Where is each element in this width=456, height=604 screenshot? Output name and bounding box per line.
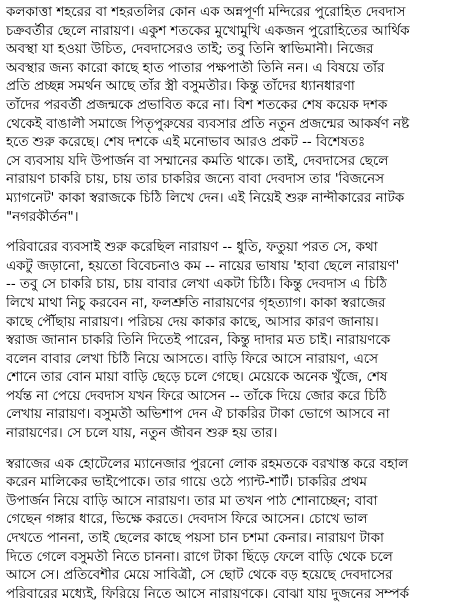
text-line: গেছেন গঙ্গার ধারে, ভিক্ষে করতে। দেবদাস ফিরে আসেন। চোখে ভাল xyxy=(6,512,368,528)
paragraph-2 xyxy=(6,239,454,444)
text-line: প্রতি প্রচ্ছন্ন সমর্থন আছে তাঁর স্ত্রী বসুমতীর। কিন্তু তাঁদের ধ্যানধারণা xyxy=(6,79,355,95)
text-line: থেকেই বাঙালী সমাজে পিতৃপুরুষের ব্যবসার প্রতি নতুন প্রজন্মের আকর্ষণ নষ্ট xyxy=(6,116,410,132)
text-line: শোনে তার বোন মায়া বাড়ি ছেড়ে চলে গেছে। মেয়েকে অনেক খুঁজে, শেষ xyxy=(6,370,388,386)
text-line: দেখতে পাননা, তাই ছেলের কাছে পয়সা চান চশমা কেনার। নারায়ণ টাকা xyxy=(6,531,384,547)
text-line: নারায়ণ চাকরি চায়, চায় তার চাকরির জন্যে বাবা দেবদাস তার 'বিজনেস xyxy=(6,172,384,188)
text-line: -- তবু সে চাকরি চায়, চায় বাবার লেখা একটা চিঠি। কিন্তু দেবদাস এ চিঠি xyxy=(6,277,387,293)
paragraph-1 xyxy=(6,4,454,227)
text-line: স্বরাজের এক হোটেলের ম্যানেজার পুরনো লোক রহমতকে বরখাস্ত করে বহাল xyxy=(6,456,409,472)
text-line: অবস্থা যা হওয়া উচিত, দেবদাসেরও তাই; তবু তিনি স্বাভিমানী। নিজের xyxy=(6,42,374,58)
text-line: "নগরকীর্তন"। xyxy=(6,209,79,225)
paragraph-spacer xyxy=(6,227,454,239)
text-line: লেখায় নারায়ণ। বসুমতী অভিশাপ দেন ঐ চাকরির টাকা ভোগে আসবে না xyxy=(6,407,390,423)
text-line: দিতে গেলে বসুমতী নিতে চাননা। রাগে টাকা ছিঁড়ে ফেলে বাড়ি থেকে চলে xyxy=(6,549,393,565)
text-line: পরিবারের মধ্যেই, ফিরিয়ে নিতে আসে নারায়ণকে। বোঝা যায় দুজনের সম্পর্ক xyxy=(6,586,410,602)
text-line: কলকাত্তা শহরের বা শহরতলির কোন এক অন্নপূর্ণা মন্দিরের পুরোহিত দেবদাস xyxy=(6,5,406,20)
text-line: অবস্থার জন্য কারো কাছে হাত পাতার পক্ষপাতী তিনি নন। এ বিষয়ে তাঁর xyxy=(6,60,385,76)
text-line: নারায়ণের। সে চলে যায়, নতুন জীবন শুরু হয় তার। xyxy=(6,426,278,442)
text-line: আসে সে। প্রতিবেশীর মেয়ে সাবিত্রী, সে ছোট থেকে বড় হয়েছে দেবদাসের xyxy=(6,568,393,584)
text-line: লিখে মাথা নিচু করবেন না, ফলশ্রুতি নারায়ণের গৃহত্যাগ। কাকা স্বরাজের xyxy=(6,295,386,311)
text-line: পর্যন্ত না পেয়ে দেবদাস যখন ফিরে আসেন -- তাঁকে দিয়ে জোর করে চিঠি xyxy=(6,388,387,404)
paragraph-3 xyxy=(6,456,454,604)
text-line: করেন মালিকের ভাইপোকে। তার গায়ে ওঠে প্যান্ট-শার্ট। চাকরির প্রথম xyxy=(6,475,367,491)
text-line: চক্রবর্তীর ছেলে নারায়ণ। একুশ শতকের মুখোমুখি একজন পুরোহিতের আর্থিক xyxy=(6,23,410,39)
text-line: হতে শুরু করেছে। শেষ দশকে এই মনোভাব আরও প্রকট -- বিশেষতঃ xyxy=(6,135,366,151)
text-line: তাঁদের পরবর্তী প্রজন্মকে প্রভাবিত করে না। বিশ শতকের শেষ কয়েক দশক xyxy=(6,97,388,113)
text-line: পরিবারের ব্যবসাই শুরু করেছিল নারায়ণ -- ধুতি, ফতুয়া পরত সে, কথা xyxy=(6,240,378,256)
text-line: কাছে পৌঁছায় নারায়ণ। পরিচয় দেয় কাকার কাছে, আসার কারণ জানায়। xyxy=(6,314,379,330)
text-line: একটু জড়ানো, হয়তো বিবেচনাও কম -- নায়ের ভাষায় 'হাবা ছেলে নারায়ণ' xyxy=(6,258,400,274)
text-line: বলেন বাবার লেখা চিঠি নিয়ে আসতে। বাড়ি ফিরে আসে নারায়ণ, এসে xyxy=(6,351,379,367)
text-line: ম্যাগনেট' কাকা স্বরাজকে চিঠি লিখে দেন। এই নিয়েই শুরু নান্দীকারের নাটক xyxy=(6,190,405,206)
paragraph-spacer xyxy=(6,444,454,456)
text-line: সে ব্যবসায় যদি উপার্জন বা সম্মানের কমতি থাকে। তাই, দেবদাসের ছেলে xyxy=(6,153,389,169)
text-line: স্বরাজ জানান চাকরি তিনি দিতেই পারেন, কিন্তু দাদার মত চাই। নারায়ণকে xyxy=(6,333,391,349)
text-line: উপার্জন নিয়ে বাড়ি আসে নারায়ণ। তার মা তখন পাঠ শোনাচ্ছেন; বাবা xyxy=(6,493,378,509)
